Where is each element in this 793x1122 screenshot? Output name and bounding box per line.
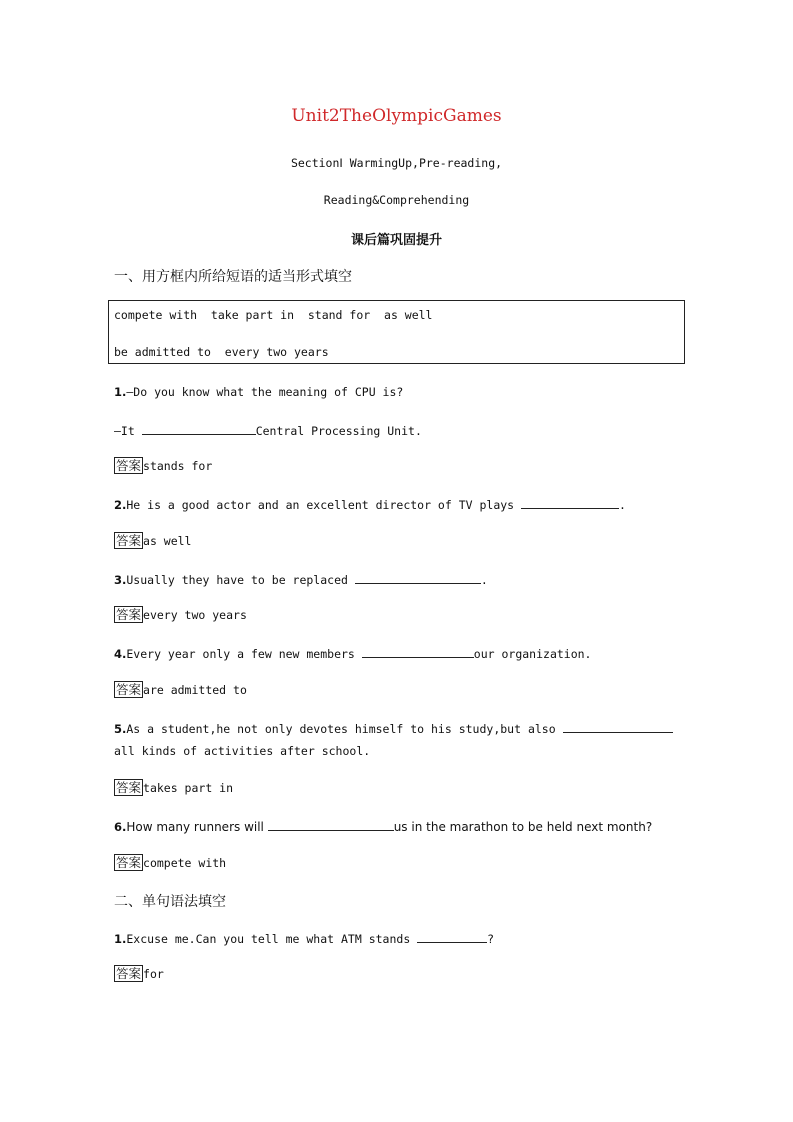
answer-blank[interactable] bbox=[355, 571, 481, 584]
question-text: . bbox=[619, 498, 626, 512]
subtitle: 课后篇巩固提升 bbox=[350, 233, 442, 248]
question-number: 5. bbox=[114, 722, 127, 736]
question-text: Excuse me.Can you tell me what ATM stands bbox=[126, 932, 418, 946]
phrase-box bbox=[108, 300, 685, 364]
answer-1 bbox=[114, 457, 212, 474]
answer-5 bbox=[114, 779, 233, 796]
answer-text: takes part in bbox=[143, 781, 234, 795]
answer-tag: 答案 bbox=[116, 458, 142, 473]
part2-heading: 二、单句语法填空 bbox=[114, 894, 226, 910]
answer-6 bbox=[114, 854, 226, 871]
answer-blank[interactable] bbox=[521, 496, 619, 509]
question-text: us in the marathon to be held next month? bbox=[393, 820, 653, 834]
question-number: 1. bbox=[114, 932, 127, 946]
question-text: He is a good actor and an excellent director of TV plays bbox=[126, 498, 522, 512]
question-2 bbox=[114, 496, 626, 512]
question-text: How many runners will bbox=[126, 820, 268, 834]
answer-blank[interactable] bbox=[142, 422, 256, 435]
phrase-box-line-1: compete with take part in stand for as well bbox=[114, 308, 433, 322]
question-number: 6. bbox=[114, 820, 127, 834]
question-text: . bbox=[480, 573, 488, 587]
question-4 bbox=[114, 645, 591, 661]
question-5-line-2: all kinds of activities after school. bbox=[114, 744, 371, 758]
question-text: —It bbox=[114, 424, 142, 438]
question-number: 2. bbox=[114, 498, 127, 512]
question-number: 1. bbox=[114, 385, 127, 399]
answer-text: stands for bbox=[143, 459, 213, 473]
question-text: our organization. bbox=[473, 647, 592, 661]
answer-tag: 答案 bbox=[116, 607, 142, 622]
answer-text: are admitted to bbox=[143, 683, 247, 697]
question-5 bbox=[114, 720, 673, 736]
section-line-1: SectionⅠ WarmingUp,Pre-reading, bbox=[290, 156, 503, 170]
question-3 bbox=[114, 571, 488, 587]
question-text: ? bbox=[487, 932, 495, 946]
question-text: —Do you know what the meaning of CPU is? bbox=[126, 385, 404, 399]
document-title: Unit2TheOlympicGames bbox=[291, 106, 502, 126]
answer-text: compete with bbox=[143, 856, 227, 870]
part2-answer-1 bbox=[114, 965, 164, 982]
answer-3 bbox=[114, 606, 247, 623]
answer-blank[interactable] bbox=[362, 645, 474, 658]
part2-question-1 bbox=[114, 930, 494, 946]
answer-blank[interactable] bbox=[563, 720, 673, 733]
question-text: As a student,he not only devotes himself to his study,but also bbox=[126, 722, 563, 736]
question-number: 4. bbox=[114, 647, 127, 661]
question-1 bbox=[114, 385, 403, 399]
answer-tag: 答案 bbox=[116, 780, 142, 795]
question-text: Every year only a few new members bbox=[126, 647, 362, 661]
part1-heading: 一、用方框内所给短语的适当形式填空 bbox=[114, 269, 352, 285]
answer-4 bbox=[114, 681, 247, 698]
answer-2 bbox=[114, 532, 191, 549]
answer-blank[interactable] bbox=[268, 818, 394, 831]
question-text: Central Processing Unit. bbox=[255, 424, 422, 438]
answer-blank[interactable] bbox=[417, 930, 487, 943]
question-1-line-2 bbox=[114, 422, 422, 438]
question-6 bbox=[114, 818, 652, 834]
phrase-box-line-2: be admitted to every two years bbox=[114, 345, 329, 359]
question-number: 3. bbox=[114, 573, 127, 587]
answer-text: as well bbox=[143, 534, 192, 548]
answer-tag: 答案 bbox=[116, 966, 142, 981]
answer-tag: 答案 bbox=[116, 855, 142, 870]
answer-text: every two years bbox=[143, 608, 247, 622]
answer-text: for bbox=[143, 967, 164, 981]
answer-tag: 答案 bbox=[116, 533, 142, 548]
question-text: Usually they have to be replaced bbox=[126, 573, 355, 587]
section-line-2: Reading&Comprehending bbox=[323, 193, 470, 207]
answer-tag: 答案 bbox=[116, 682, 142, 697]
